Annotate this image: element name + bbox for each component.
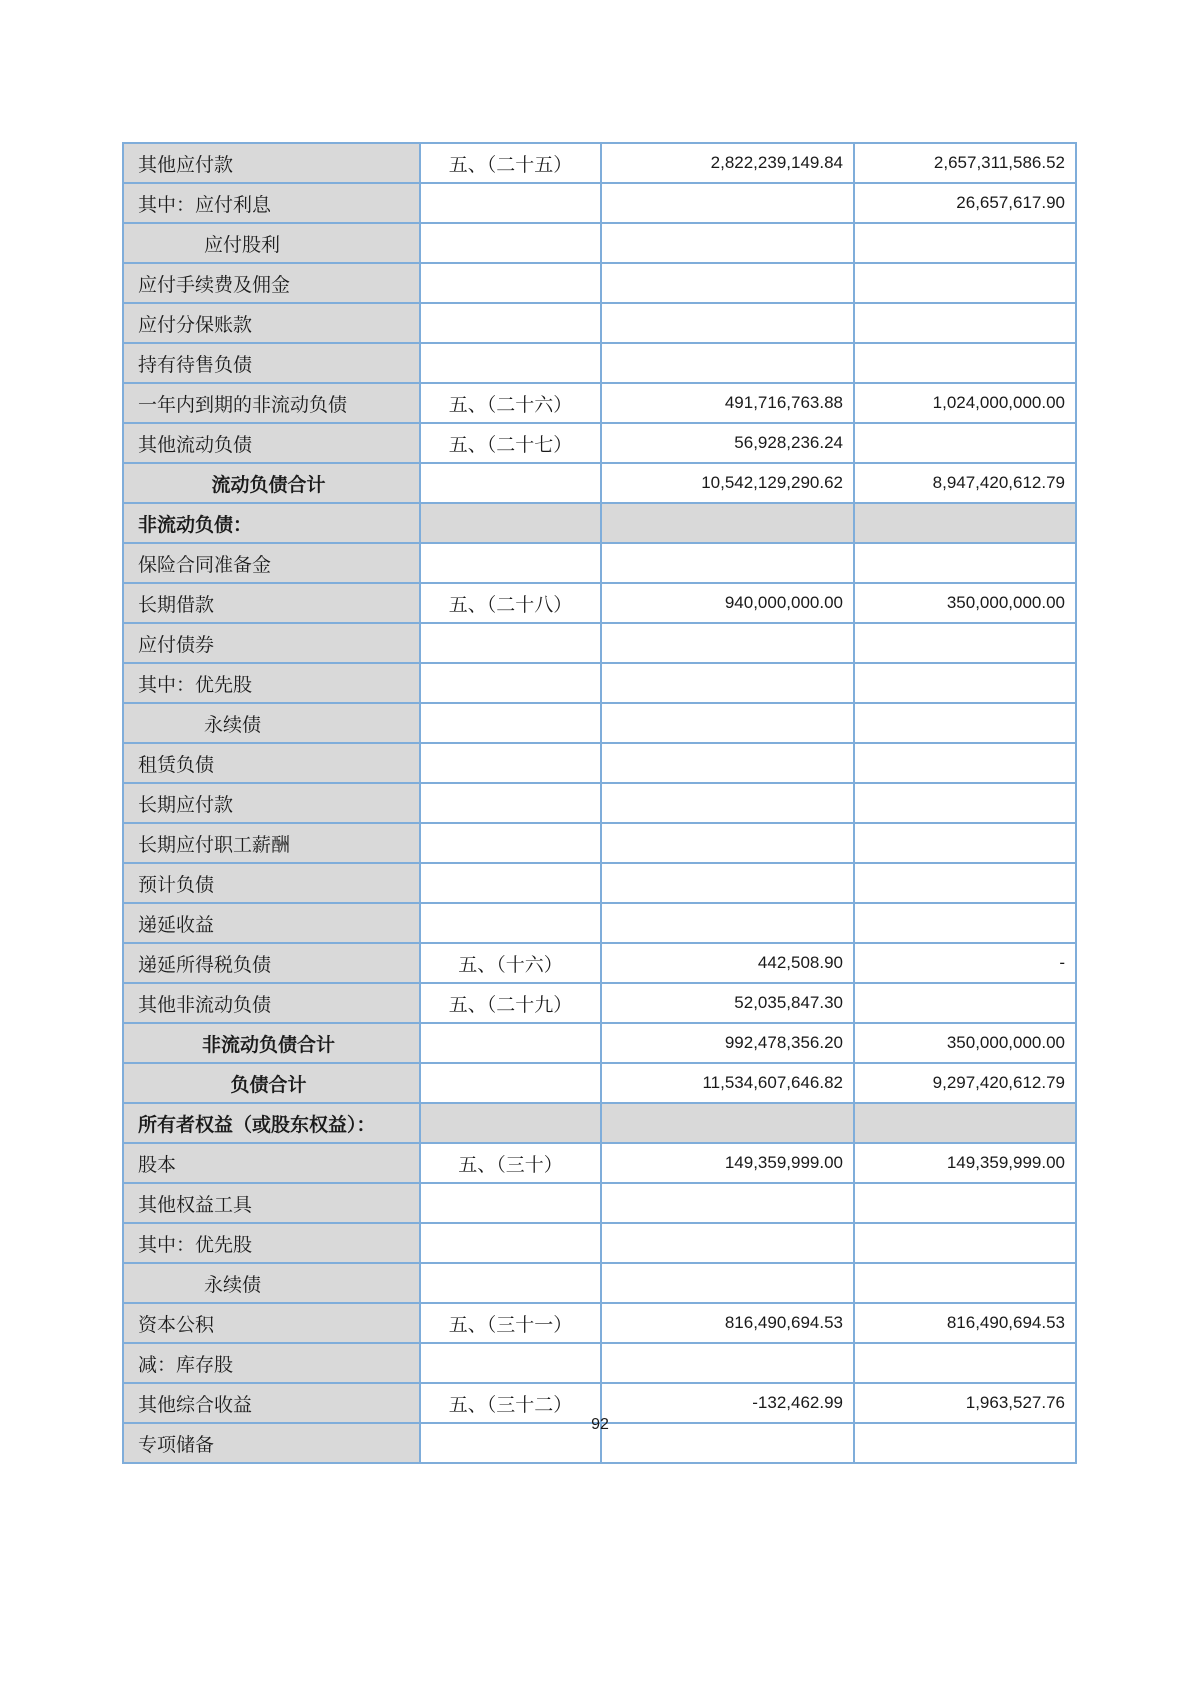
table-row xyxy=(123,1223,1076,1263)
table-row xyxy=(123,583,1076,623)
prior-amount-cell xyxy=(854,503,1076,543)
current-amount-cell xyxy=(601,503,854,543)
prior-amount-cell xyxy=(854,863,1076,903)
prior-amount-cell xyxy=(854,1103,1076,1143)
prior-amount-cell xyxy=(854,343,1076,383)
current-amount-cell xyxy=(601,543,854,583)
table-row xyxy=(123,743,1076,783)
prior-amount-cell: 1,024,000,000.00 xyxy=(854,383,1076,423)
current-amount-cell xyxy=(601,263,854,303)
note-reference-cell: 五、（十六） xyxy=(420,943,601,983)
current-amount-cell xyxy=(601,223,854,263)
row-label-cell: 其他非流动负债 xyxy=(123,983,420,1023)
note-reference-cell xyxy=(420,263,601,303)
row-label-cell: 租赁负债 xyxy=(123,743,420,783)
prior-amount-cell xyxy=(854,423,1076,463)
row-label-cell: 资本公积 xyxy=(123,1303,420,1343)
prior-amount-cell xyxy=(854,263,1076,303)
current-amount-cell xyxy=(601,623,854,663)
table-row xyxy=(123,383,1076,423)
row-label-cell: 递延所得税负债 xyxy=(123,943,420,983)
note-reference-cell xyxy=(420,1183,601,1223)
table-row xyxy=(123,1303,1076,1343)
current-amount-cell xyxy=(601,823,854,863)
current-amount-cell: 940,000,000.00 xyxy=(601,583,854,623)
current-amount-cell: 149,359,999.00 xyxy=(601,1143,854,1183)
prior-amount-cell xyxy=(854,903,1076,943)
note-reference-cell xyxy=(420,303,601,343)
row-label-cell: 其他应付款 xyxy=(123,143,420,183)
note-reference-cell xyxy=(420,863,601,903)
note-reference-cell xyxy=(420,903,601,943)
table-row xyxy=(123,663,1076,703)
prior-amount-cell: 2,657,311,586.52 xyxy=(854,143,1076,183)
note-reference-cell xyxy=(420,1103,601,1143)
note-reference-cell xyxy=(420,1023,601,1063)
table-row xyxy=(123,1343,1076,1383)
note-reference-cell: 五、（三十二） xyxy=(420,1383,601,1423)
note-reference-cell xyxy=(420,1223,601,1263)
note-reference-cell xyxy=(420,1343,601,1383)
prior-amount-cell xyxy=(854,823,1076,863)
note-reference-cell xyxy=(420,623,601,663)
table-row xyxy=(123,983,1076,1023)
current-amount-cell xyxy=(601,303,854,343)
prior-amount-cell: - xyxy=(854,943,1076,983)
note-reference-cell: 五、（二十八） xyxy=(420,583,601,623)
row-label-cell: 应付股利 xyxy=(123,223,420,263)
note-reference-cell xyxy=(420,183,601,223)
prior-amount-cell xyxy=(854,703,1076,743)
balance-sheet-table xyxy=(122,142,1077,1464)
prior-amount-cell xyxy=(854,543,1076,583)
row-label-cell: 预计负债 xyxy=(123,863,420,903)
note-reference-cell xyxy=(420,703,601,743)
current-amount-cell xyxy=(601,703,854,743)
prior-amount-cell xyxy=(854,303,1076,343)
current-amount-cell: 56,928,236.24 xyxy=(601,423,854,463)
prior-amount-cell xyxy=(854,663,1076,703)
row-label-cell: 非流动负债： xyxy=(123,503,420,543)
note-reference-cell xyxy=(420,543,601,583)
current-amount-cell xyxy=(601,1263,854,1303)
note-reference-cell xyxy=(420,1063,601,1103)
row-label-cell: 长期应付款 xyxy=(123,783,420,823)
current-amount-cell xyxy=(601,1223,854,1263)
balance-sheet-section xyxy=(122,142,1077,1464)
page-number: 92 xyxy=(591,1416,609,1433)
row-label-cell: 长期应付职工薪酬 xyxy=(123,823,420,863)
note-reference-cell: 五、（二十九） xyxy=(420,983,601,1023)
current-amount-cell: 442,508.90 xyxy=(601,943,854,983)
row-label-cell: 应付分保账款 xyxy=(123,303,420,343)
prior-amount-cell xyxy=(854,783,1076,823)
current-amount-cell xyxy=(601,863,854,903)
current-amount-cell xyxy=(601,783,854,823)
current-amount-cell xyxy=(601,183,854,223)
prior-amount-cell: 9,297,420,612.79 xyxy=(854,1063,1076,1103)
row-label-cell: 一年内到期的非流动负债 xyxy=(123,383,420,423)
row-label-cell: 长期借款 xyxy=(123,583,420,623)
prior-amount-cell: 816,490,694.53 xyxy=(854,1303,1076,1343)
current-amount-cell: 10,542,129,290.62 xyxy=(601,463,854,503)
row-label-cell: 流动负债合计 xyxy=(123,463,420,503)
current-amount-cell xyxy=(601,743,854,783)
table-row xyxy=(123,703,1076,743)
note-reference-cell: 五、（三十） xyxy=(420,1143,601,1183)
row-label-cell: 持有待售负债 xyxy=(123,343,420,383)
row-label-cell: 减：库存股 xyxy=(123,1343,420,1383)
table-row xyxy=(123,783,1076,823)
table-row xyxy=(123,1183,1076,1223)
table-row xyxy=(123,1263,1076,1303)
prior-amount-cell xyxy=(854,223,1076,263)
prior-amount-cell xyxy=(854,743,1076,783)
current-amount-cell xyxy=(601,343,854,383)
table-row xyxy=(123,943,1076,983)
row-label-cell: 负债合计 xyxy=(123,1063,420,1103)
table-row xyxy=(123,143,1076,183)
row-label-cell: 递延收益 xyxy=(123,903,420,943)
row-label-cell: 所有者权益（或股东权益）： xyxy=(123,1103,420,1143)
row-label-cell: 股本 xyxy=(123,1143,420,1183)
table-row xyxy=(123,1063,1076,1103)
row-label-cell: 永续债 xyxy=(123,1263,420,1303)
table-row xyxy=(123,823,1076,863)
table-row xyxy=(123,543,1076,583)
note-reference-cell xyxy=(420,663,601,703)
prior-amount-cell xyxy=(854,1183,1076,1223)
note-reference-cell: 五、（二十五） xyxy=(420,143,601,183)
table-row xyxy=(123,183,1076,223)
row-label-cell: 其中：优先股 xyxy=(123,1223,420,1263)
table-row xyxy=(123,623,1076,663)
note-reference-cell xyxy=(420,223,601,263)
note-reference-cell xyxy=(420,463,601,503)
current-amount-cell: 491,716,763.88 xyxy=(601,383,854,423)
prior-amount-cell: 350,000,000.00 xyxy=(854,583,1076,623)
current-amount-cell xyxy=(601,1103,854,1143)
row-label-cell: 其他权益工具 xyxy=(123,1183,420,1223)
current-amount-cell xyxy=(601,1343,854,1383)
prior-amount-cell xyxy=(854,983,1076,1023)
table-row xyxy=(123,223,1076,263)
table-row xyxy=(123,303,1076,343)
note-reference-cell: 五、（二十七） xyxy=(420,423,601,463)
prior-amount-cell: 1,963,527.76 xyxy=(854,1383,1076,1423)
row-label-cell: 其他流动负债 xyxy=(123,423,420,463)
row-label-cell: 其中：应付利息 xyxy=(123,183,420,223)
current-amount-cell: -132,462.99 xyxy=(601,1383,854,1423)
table-row xyxy=(123,263,1076,303)
row-label-cell: 永续债 xyxy=(123,703,420,743)
note-reference-cell: 五、（二十六） xyxy=(420,383,601,423)
prior-amount-cell: 149,359,999.00 xyxy=(854,1143,1076,1183)
note-reference-cell xyxy=(420,503,601,543)
table-row xyxy=(123,903,1076,943)
table-row xyxy=(123,343,1076,383)
prior-amount-cell xyxy=(854,623,1076,663)
prior-amount-cell: 8,947,420,612.79 xyxy=(854,463,1076,503)
prior-amount-cell xyxy=(854,1343,1076,1383)
table-row xyxy=(123,863,1076,903)
table-row xyxy=(123,1103,1076,1143)
note-reference-cell xyxy=(420,783,601,823)
note-reference-cell xyxy=(420,343,601,383)
prior-amount-cell: 26,657,617.90 xyxy=(854,183,1076,223)
table-row xyxy=(123,423,1076,463)
note-reference-cell xyxy=(420,823,601,863)
current-amount-cell: 52,035,847.30 xyxy=(601,983,854,1023)
row-label-cell: 应付手续费及佣金 xyxy=(123,263,420,303)
prior-amount-cell xyxy=(854,1223,1076,1263)
current-amount-cell: 2,822,239,149.84 xyxy=(601,143,854,183)
row-label-cell: 保险合同准备金 xyxy=(123,543,420,583)
row-label-cell: 非流动负债合计 xyxy=(123,1023,420,1063)
note-reference-cell xyxy=(420,743,601,783)
current-amount-cell: 816,490,694.53 xyxy=(601,1303,854,1343)
prior-amount-cell xyxy=(854,1263,1076,1303)
note-reference-cell xyxy=(420,1263,601,1303)
prior-amount-cell: 350,000,000.00 xyxy=(854,1023,1076,1063)
row-label-cell: 专项储备 xyxy=(123,1423,420,1463)
current-amount-cell xyxy=(601,663,854,703)
table-row xyxy=(123,463,1076,503)
row-label-cell: 应付债券 xyxy=(123,623,420,663)
row-label-cell: 其他综合收益 xyxy=(123,1383,420,1423)
current-amount-cell: 992,478,356.20 xyxy=(601,1023,854,1063)
current-amount-cell xyxy=(601,1183,854,1223)
table-row xyxy=(123,503,1076,543)
row-label-cell: 其中：优先股 xyxy=(123,663,420,703)
current-amount-cell: 11,534,607,646.82 xyxy=(601,1063,854,1103)
current-amount-cell xyxy=(601,903,854,943)
note-reference-cell: 五、（三十一） xyxy=(420,1303,601,1343)
table-row xyxy=(123,1023,1076,1063)
table-row xyxy=(123,1143,1076,1183)
